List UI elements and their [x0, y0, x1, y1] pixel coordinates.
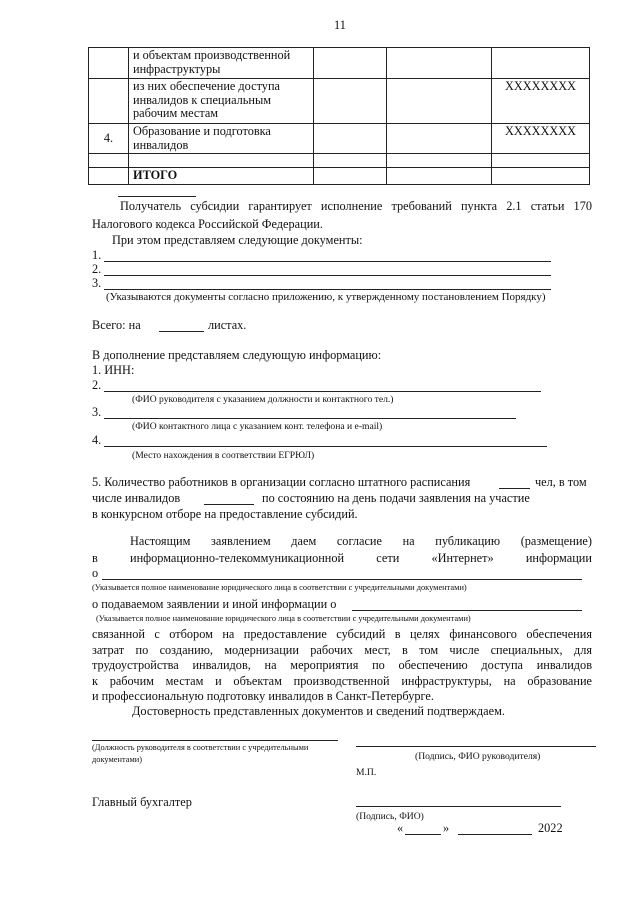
head-signature-line — [356, 746, 596, 747]
accountant-signature-line — [356, 806, 561, 807]
table-cell — [89, 154, 129, 168]
consent-line-1 — [130, 534, 592, 549]
table-cell — [387, 79, 492, 124]
item-2-label: 2. — [92, 378, 102, 392]
doc-item-3: 3. — [92, 276, 102, 290]
consent-word: публикацию — [435, 534, 501, 548]
consent-word: на — [402, 534, 415, 548]
consent-word: «Интернет» — [431, 551, 494, 565]
consent-word: сети — [376, 551, 400, 565]
consent-line-4: о подаваемом заявлении и иной информации о — [92, 597, 337, 611]
total-suffix: листах. — [208, 318, 247, 332]
consent-word: согласие — [336, 534, 382, 548]
table-row — [89, 154, 590, 168]
table-cell — [314, 124, 387, 154]
row-name: и объектам производственной инфраструктуры — [133, 48, 291, 76]
guarantee-line-1: Получатель субсидии гарантирует исполнение требований пункта 2.1 статьи 170 — [120, 199, 592, 213]
purpose-line-2: затрат по созданию, модернизации рабочих мест, в том числе специальных, для — [92, 643, 592, 657]
stamp-label: М.П. — [356, 767, 377, 778]
accountant-signature-note: (Подпись, ФИО) — [356, 811, 424, 822]
consent-word: информационно-телекоммуникационной — [129, 551, 345, 565]
table-cell — [89, 168, 129, 185]
table-cell — [387, 124, 492, 154]
total-sheets-line — [159, 331, 204, 332]
table-cell: XXXXXXXX — [492, 79, 590, 124]
table-cell — [89, 79, 129, 124]
item-5-line-3: в конкурсном отборе на предоставление субсидий. — [92, 507, 358, 521]
table-row — [89, 79, 590, 124]
table-cell: 4. — [89, 124, 129, 154]
item-5-line-1a: 5. Количество работников в организации согласно штатного расписания — [92, 475, 471, 489]
date-open-quote: « — [397, 821, 404, 835]
table-cell: XXXXXXXX — [492, 124, 590, 154]
staff-count-line — [499, 488, 530, 489]
item-3-note: (ФИО контактного лица с указанием конт. телефона и e-mail) — [132, 421, 383, 432]
item-2-note: (ФИО руководителя с указанием должности и контактного тел.) — [132, 394, 394, 405]
item-5-line-1b: чел, в том — [535, 475, 587, 489]
item-3-line — [104, 418, 516, 419]
purpose-line-3: трудоустройства инвалидов, на мероприятия по обеспечению доступа инвалидов — [92, 658, 592, 672]
purpose-line-5: и профессиональную подготовку инвалидов в Санкт-Петербурге. — [92, 689, 434, 703]
confirm-statement: Достоверность представленных документов и сведений подтверждаем. — [132, 704, 505, 718]
table-cell — [314, 48, 387, 79]
table-cell — [314, 79, 387, 124]
guarantee-line-2: Налогового кодекса Российской Федерации. — [92, 217, 323, 231]
row-name: Образование и подготовка инвалидов — [133, 124, 271, 152]
consent-word: даем — [291, 534, 317, 548]
doc-item-1: 1. — [92, 248, 102, 262]
table-cell — [492, 48, 590, 79]
consent-word: заявлением — [211, 534, 271, 548]
table-cell — [314, 168, 387, 185]
table-row — [89, 48, 590, 79]
table-row — [89, 168, 590, 185]
row-name: из них обеспечение доступа инвалидов к специальным рабочим местам — [133, 79, 280, 120]
table-row — [89, 124, 590, 154]
doc-item-2: 2. — [92, 262, 102, 276]
inn-label: 1. ИНН: — [92, 363, 135, 377]
table-cell — [387, 154, 492, 168]
consent-word: в — [92, 551, 98, 565]
position-note-2: документами) — [92, 755, 143, 764]
table-cell — [129, 154, 314, 168]
consent-line-2 — [92, 551, 592, 566]
position-line — [92, 740, 338, 741]
table-cell — [492, 154, 590, 168]
form-table — [88, 47, 590, 185]
item-4-label: 4. — [92, 433, 102, 447]
item-3-label: 3. — [92, 405, 102, 419]
purpose-line-4: к рабочим местам и объектам производственной инфраструктуры, на образование — [92, 674, 592, 688]
org-name-line-2 — [352, 610, 582, 611]
table-cell — [129, 124, 314, 154]
item-4-note: (Место нахождения в соответствии ЕГРЮЛ) — [132, 450, 315, 461]
doc-line-1 — [104, 261, 551, 262]
table-total-label: ИТОГО — [129, 168, 314, 185]
info-intro: В дополнение представляем следующую информацию: — [92, 348, 382, 362]
date-month-line — [458, 834, 532, 835]
consent-note-2: (Указывается полное наименование юридического лица в соответствии с учредительными документами) — [96, 614, 471, 623]
doc-line-2 — [104, 275, 551, 276]
org-name-line-1 — [102, 579, 582, 580]
date-close-quote: » — [443, 821, 450, 835]
item-2-line — [104, 391, 541, 392]
consent-word: Настоящим — [130, 534, 191, 548]
doc-line-3 — [104, 289, 551, 290]
documents-intro: При этом представляем следующие документы: — [112, 233, 363, 247]
item-5-line-2b: по состоянию на день подачи заявления на участие — [262, 491, 530, 505]
total-prefix: Всего: на — [92, 318, 141, 332]
date-year: 2022 — [538, 821, 563, 835]
page-number: 11 — [334, 18, 346, 32]
table-cell — [387, 48, 492, 79]
consent-word: (размещение) — [520, 534, 592, 548]
head-signature-note: (Подпись, ФИО руководителя) — [415, 751, 541, 762]
table-cell — [129, 79, 314, 124]
consent-word: информации — [525, 551, 592, 565]
date-day-line — [405, 834, 441, 835]
table-cell — [129, 48, 314, 79]
docs-note: (Указываются документы согласно приложению, к утвержденному постановлением Порядку) — [106, 291, 546, 303]
disabled-count-line — [204, 504, 254, 505]
purpose-line-1: связанной с отбором на предоставление субсидий в целях финансового обеспечения — [92, 627, 592, 641]
consent-line-3: о — [92, 566, 99, 580]
table-cell — [387, 168, 492, 185]
footnote-rule — [118, 196, 196, 197]
item-4-line — [104, 446, 547, 447]
consent-note-1: (Указывается полное наименование юридического лица в соответствии с учредительными документами) — [92, 583, 467, 592]
table-cell — [492, 168, 590, 185]
item-5-line-2a: числе инвалидов — [92, 491, 181, 505]
table-cell — [314, 154, 387, 168]
table-cell — [89, 48, 129, 79]
position-note-1: (Должность руководителя в соответствии с учредительными — [92, 743, 309, 752]
chief-accountant-label: Главный бухгалтер — [92, 795, 192, 809]
